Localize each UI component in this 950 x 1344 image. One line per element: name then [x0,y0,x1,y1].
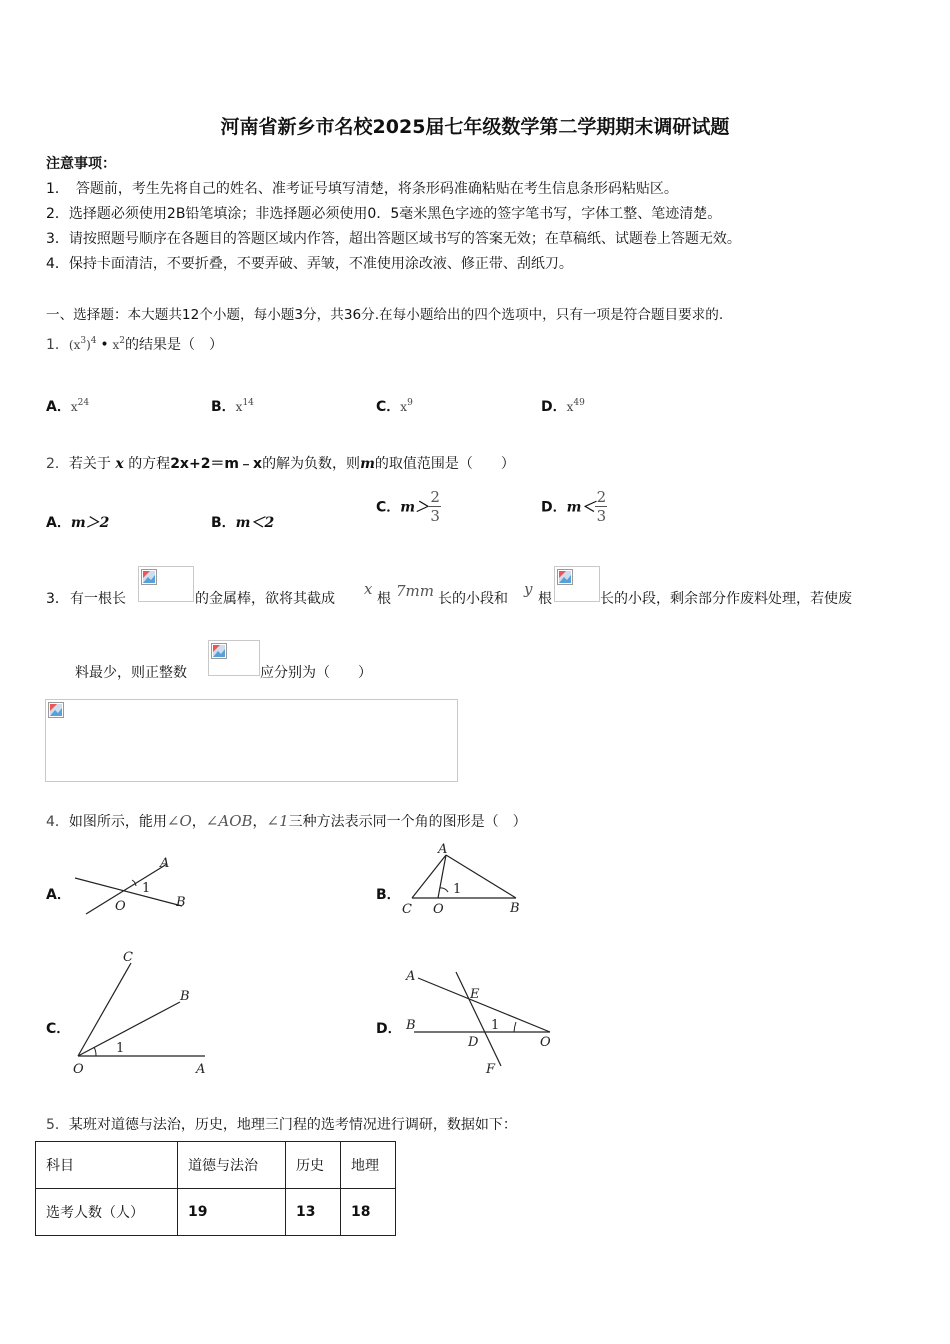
question-4: 4．如图所示，能用∠O，∠AOB，∠1三种方法表示同一个角的图形是（ ） [46,812,527,830]
q3-text-3: 根 [377,591,391,607]
q3-length: 7mm [396,582,434,600]
broken-image-1 [138,566,194,602]
q4-figure-c [68,945,218,1079]
notice-item-3: 3．请按照题号顺序在各题目的答题区域内作答，超出答题区域书写的答案无效；在草稿纸、试题卷上答题无效。 [46,231,741,247]
q5-data-table [35,1141,396,1236]
q2-option-a[interactable]: A．m＞2 [46,515,110,531]
label-d: D [468,1035,479,1050]
table-row [36,1142,396,1189]
notice-item-2: 2．选择题必须使用2B铅笔填涂；非选择题必须使用0．5毫米黑色字迹的签字笔书写，字体工整、笔迹清楚。 [46,206,722,222]
q3-number: 3． [46,591,69,607]
q3-var-x: x [364,580,373,598]
table-header-cell: 科目 [36,1142,178,1189]
q2-option-b[interactable]: B．m＜2 [211,515,275,531]
q1-option-d[interactable]: D．$x^{49}$ [541,398,585,415]
broken-image-icon [557,569,573,585]
q4-option-b[interactable]: B． [376,887,401,903]
label-c: C [123,950,133,965]
q1-text: 的结果是（ ） [124,337,223,353]
broken-image-icon [48,702,64,718]
q4-option-a[interactable]: A． [46,887,71,903]
notice-item-1: 1． 答题前，考生先将自己的姓名、准考证号填写清楚，将条形码准确粘贴在考生信息条形码粘贴区。 [46,181,678,197]
table-row [36,1189,396,1236]
q1-option-c[interactable]: C．$x^9$ [376,398,413,415]
label-b: B [180,989,190,1004]
table-header-cell: 地理 [341,1142,396,1189]
label-b: B [176,895,186,910]
q3-text-8: 应分别为（ ） [260,665,372,681]
table-cell: 19 [178,1189,286,1236]
label-o: O [433,902,444,917]
notice-item-4: 4．保持卡面清洁，不要折叠，不要弄破、弄皱，不准使用涂改液、修正带、刮纸刀。 [46,256,573,272]
table-cell: 13 [286,1189,341,1236]
table-cell: 18 [341,1189,396,1236]
q3-text-6: 长的小段，剩余部分作废料处理，若使废 [600,591,852,607]
q2-option-d[interactable]: D．$m<\frac{2}{3}$ [541,488,607,525]
notice-heading: 注意事项： [46,156,116,172]
q3-text-5: 根 [538,591,552,607]
label-o: O [73,1062,84,1077]
broken-image-icon [141,569,157,585]
broken-image-icon [211,643,227,659]
label-b: B [406,1018,416,1033]
q1-expression: $(x^3)^4$ • $x^2$ [68,336,125,353]
q4-option-c[interactable]: C． [46,1021,71,1037]
broken-image-3 [208,640,260,676]
section-heading: 一、选择题：本大题共12个小题，每小题3分，共36分.在每小题给出的四个选项中，只有一项是符合题目要求的. [46,307,724,323]
q4-figure-d [398,962,563,1078]
question-2: 2．若关于 x 的方程2x+2＝m﹣x的解为负数，则m的取值范围是（ ） [46,456,515,472]
question-number: 1． [46,337,69,353]
label-a: A [196,1062,206,1077]
question-1 [46,334,223,354]
broken-image-2 [554,566,600,602]
q3-options-image [45,699,458,782]
angle-1: 1 [142,881,151,896]
q3-text-4: 长的小段和 [438,591,508,607]
label-o: O [115,899,126,914]
q1-option-a[interactable]: A．$x^{24}$ [46,398,90,415]
table-header-cell: 历史 [286,1142,341,1189]
label-o: O [540,1035,551,1050]
label-f: F [486,1062,496,1077]
q3-text-2: 的金属棒，欲将其截成 [195,591,335,607]
question-5: 5．某班对道德与法治，历史，地理三门程的选考情况进行调研，数据如下： [46,1117,517,1133]
label-a: A [160,856,170,871]
q3-var-y: y [524,580,533,598]
q3-text-7: 料最少，则正整数 [75,665,187,681]
q1-option-b[interactable]: B．$x^{14}$ [211,398,254,415]
page-title: 河南省新乡市名校2025届七年级数学第二学期期末调研试题 [220,116,730,138]
angle-1: 1 [491,1018,500,1033]
table-header-cell: 道德与法治 [178,1142,286,1189]
q3-text-1: 有一根长 [70,591,126,607]
label-e: E [470,987,480,1002]
label-a: A [406,969,416,984]
label-a: A [438,842,448,857]
angle-1: 1 [116,1041,125,1056]
q4-figure-b [398,838,528,918]
label-b: B [510,901,520,916]
table-cell: 选考人数（人） [36,1189,178,1236]
q2-option-c[interactable]: C．$m>\frac{2}{3}$ [376,488,440,525]
label-c: C [402,902,412,917]
q4-option-d[interactable]: D． [376,1021,402,1037]
q4-figure-a [70,846,200,918]
angle-1: 1 [453,882,462,897]
